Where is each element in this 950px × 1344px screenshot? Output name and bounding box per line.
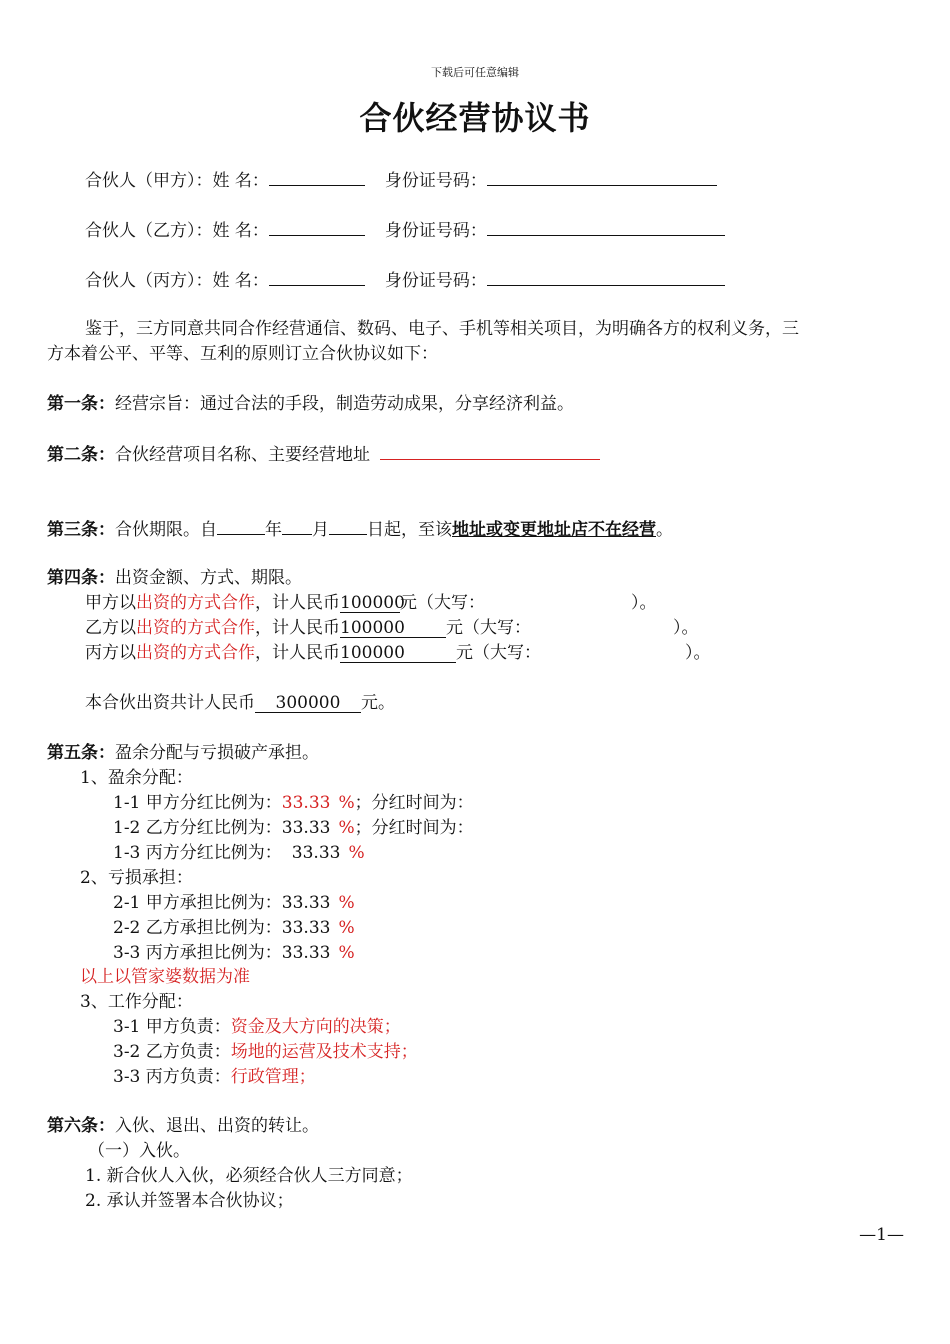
- total-suffix: 元。: [361, 693, 395, 713]
- article-3: [47, 517, 673, 541]
- article-3-t1: 合伙期限。自: [115, 520, 217, 540]
- profit-label: 1-3 丙方分红比例为：: [113, 843, 282, 863]
- partner-b-label: 合伙人（乙方）：姓 名：: [85, 221, 269, 241]
- profit-tail: ；分红时间为：: [354, 818, 474, 838]
- article-4: [47, 567, 302, 589]
- partner-a-name-blank[interactable]: [269, 168, 365, 186]
- intro-line-2: 方本着公平、平等、互利的原则订立合伙协议如下：: [47, 344, 438, 364]
- contribution-amount: 100000: [340, 593, 405, 613]
- profit-pct: %: [348, 843, 365, 863]
- article-6-head: 第六条：: [47, 1116, 115, 1136]
- contribution-mid: ，计人民币: [255, 618, 340, 638]
- profit-label: 1-1 甲方分红比例为：: [113, 793, 282, 813]
- loss-row-a: [113, 892, 355, 914]
- work-value: 资金及大方向的决策；: [230, 1017, 401, 1037]
- article-4-text: 出资金额、方式、期限。: [115, 568, 302, 588]
- partner-a-label: 合伙人（甲方）：姓 名：: [85, 171, 269, 191]
- intro-line-1: 鉴于，三方同意共同合作经营通信、数码、电子、手机等相关项目，为明确各方的权利义务，三: [85, 319, 799, 339]
- article-2-head: 第二条：: [47, 445, 115, 465]
- contribution-method: 出资的方式合作: [136, 593, 255, 613]
- partner-c-label: 合伙人（丙方）：姓 名：: [85, 271, 269, 291]
- loss-pct: %: [338, 918, 355, 938]
- article-1-head: 第一条：: [47, 394, 115, 414]
- contribution-amount: 100000: [340, 644, 456, 663]
- loss-value: 33.33: [281, 918, 331, 938]
- loss-value: 33.33: [281, 893, 331, 913]
- contribution-total: [85, 692, 395, 714]
- article-5: [47, 742, 319, 764]
- data-source-note: 以上以管家婆数据为准: [80, 967, 250, 987]
- partner-a-id-blank[interactable]: [487, 168, 717, 186]
- article-5-text: 盈余分配与亏损破产承担。: [115, 743, 319, 763]
- contribution-party: 丙方以: [85, 643, 136, 663]
- contribution-mid: ，计人民币: [255, 593, 340, 613]
- article-3-t2: 年: [265, 520, 282, 540]
- document-title: 合伙经营协议书: [359, 99, 591, 137]
- article-3-head: 第三条：: [47, 520, 115, 540]
- article-1: [47, 393, 574, 415]
- article-6-text: 入伙、退出、出资的转让。: [115, 1116, 319, 1136]
- loss-row-b: [113, 917, 355, 939]
- article-6-sub-1: （一）入伙。: [88, 1141, 190, 1161]
- profit-row-a: [113, 792, 474, 814]
- profit-section-title: 1、盈余分配：: [80, 768, 193, 788]
- profit-pct: %: [338, 818, 355, 838]
- article-5-head: 第五条：: [47, 743, 115, 763]
- article-6-item-2: 2. 承认并签署本合伙协议；: [85, 1191, 294, 1211]
- article-2-text: 合伙经营项目名称、主要经营地址: [115, 445, 370, 465]
- contribution-unit: 元（大写：: [446, 618, 531, 638]
- loss-label: 3-3 丙方承担比例为：: [113, 943, 282, 963]
- contribution-end: ）。: [631, 593, 657, 613]
- article-3-t4: 日起，至该: [367, 520, 452, 540]
- partner-b-name-blank[interactable]: [269, 218, 365, 236]
- partner-row-c: [85, 268, 725, 292]
- partner-a-id-label: 身份证号码：: [384, 171, 487, 191]
- partner-row-b: [85, 218, 725, 242]
- profit-row-c: [113, 842, 365, 864]
- profit-row-b: [113, 817, 474, 839]
- partner-c-name-blank[interactable]: [269, 268, 365, 286]
- profit-label: 1-2 乙方分红比例为：: [113, 818, 282, 838]
- loss-row-c: [113, 942, 355, 964]
- article-4-head: 第四条：: [47, 568, 115, 588]
- total-prefix: 本合伙出资共计人民币: [85, 693, 255, 713]
- contribution-row-a: [85, 592, 657, 614]
- day-blank[interactable]: [329, 517, 367, 535]
- work-row-b: [113, 1041, 418, 1063]
- partner-c-id-blank[interactable]: [487, 268, 725, 286]
- article-2-address-blank[interactable]: [380, 442, 600, 460]
- year-blank[interactable]: [217, 517, 265, 535]
- article-3-bold-text: 地址或变更地址店不在经营: [452, 520, 656, 540]
- contribution-unit: 元（大写：: [400, 593, 485, 613]
- article-2: [47, 442, 600, 466]
- contribution-method: 出资的方式合作: [136, 618, 255, 638]
- loss-section-title: 2、亏损承担：: [80, 868, 193, 888]
- contribution-row-b: [85, 617, 699, 639]
- contribution-party: 甲方以: [85, 593, 136, 613]
- work-label: 3-1 甲方负责：: [113, 1017, 231, 1037]
- work-label: 3-2 乙方负责：: [113, 1042, 231, 1062]
- loss-label: 2-2 乙方承担比例为：: [113, 918, 282, 938]
- work-row-a: [113, 1016, 401, 1038]
- article-3-t3: 月: [312, 520, 329, 540]
- profit-tail: ；分红时间为：: [354, 793, 474, 813]
- partner-c-id-label: 身份证号码：: [384, 271, 487, 291]
- profit-pct: %: [338, 793, 355, 813]
- article-1-text: 经营宗旨：通过合法的手段，制造劳动成果，分享经济利益。: [115, 394, 574, 414]
- contribution-row-c: [85, 642, 711, 664]
- article-6: [47, 1115, 319, 1137]
- loss-value: 33.33: [281, 943, 331, 963]
- partner-b-id-blank[interactable]: [487, 218, 725, 236]
- article-3-t5: 。: [656, 520, 673, 540]
- profit-value: 33.33: [281, 793, 331, 813]
- contribution-end: ）。: [685, 643, 711, 663]
- work-row-c: [113, 1066, 316, 1088]
- contribution-amount: 100000: [340, 619, 446, 638]
- loss-pct: %: [338, 893, 355, 913]
- partner-row-a: [85, 168, 717, 192]
- month-blank[interactable]: [282, 517, 312, 535]
- profit-value: 33.33: [281, 818, 331, 838]
- contribution-unit: 元（大写：: [456, 643, 541, 663]
- contribution-end: ）。: [673, 618, 699, 638]
- loss-pct: %: [338, 943, 355, 963]
- contribution-mid: ，计人民币: [255, 643, 340, 663]
- article-6-item-1: 1. 新合伙人入伙，必须经合伙人三方同意；: [85, 1166, 413, 1186]
- header-note: 下载后可任意编辑: [431, 66, 519, 79]
- work-value: 场地的运营及技术支持；: [230, 1042, 418, 1062]
- contribution-method: 出资的方式合作: [136, 643, 255, 663]
- partner-b-id-label: 身份证号码：: [384, 221, 487, 241]
- page-number: —1—: [859, 1225, 904, 1245]
- loss-label: 2-1 甲方承担比例为：: [113, 893, 282, 913]
- work-label: 3-3 丙方负责：: [113, 1067, 231, 1087]
- contribution-party: 乙方以: [85, 618, 136, 638]
- work-value: 行政管理；: [230, 1067, 316, 1087]
- profit-value: 33.33: [291, 843, 341, 863]
- work-section-title: 3、工作分配：: [80, 992, 193, 1012]
- total-amount: 300000: [255, 694, 361, 713]
